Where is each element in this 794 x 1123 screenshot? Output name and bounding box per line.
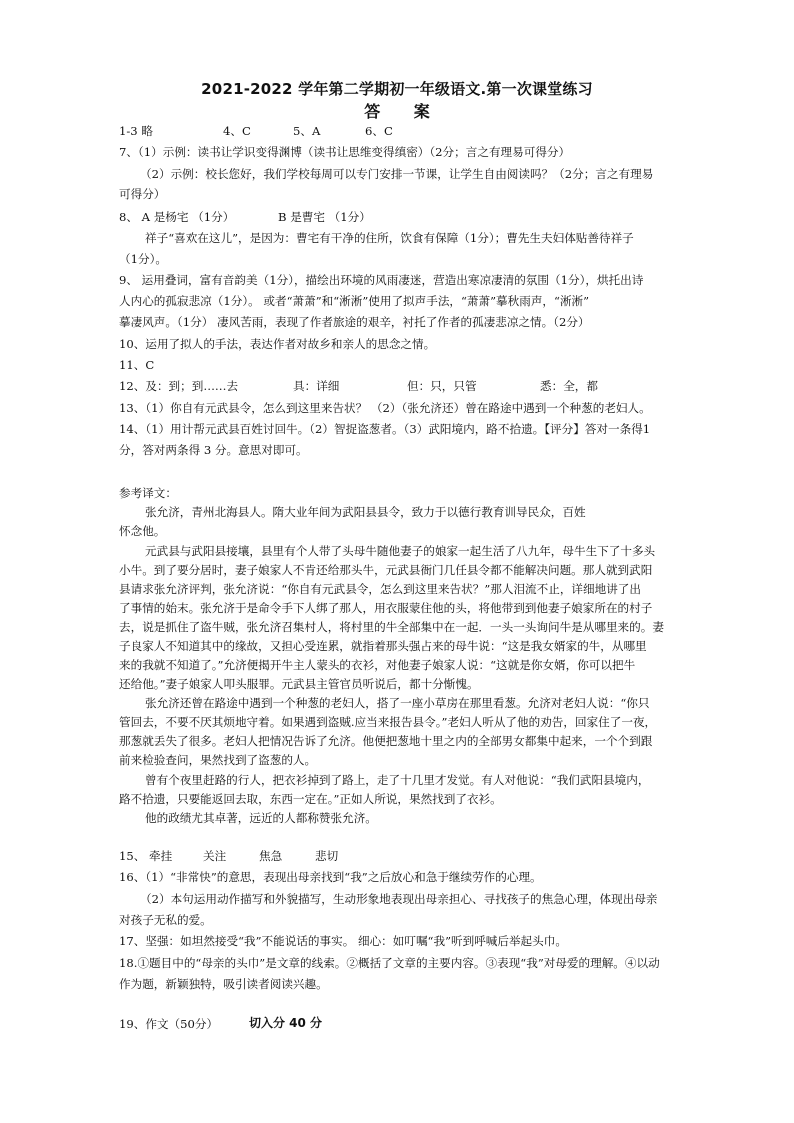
translation-line: 元武县与武阳县接壤，县里有个人带了头母牛随他妻子的娘家一起生活了八九年，母牛生下了十多头 bbox=[145, 544, 656, 558]
translation-line: 了事情的始末。张允济于是命令手下人绑了那人，用衣服蒙住他的头，将他带到到他妻子娘家所在的村子 bbox=[119, 601, 653, 615]
answer-line: 但：只，只管 bbox=[407, 379, 477, 393]
answer-line: 19、作文（50分） bbox=[119, 1017, 219, 1031]
translation-line: 县请求张允济评判，张允济说：“你自有元武县令，怎么到这里来告状？”那人泪流不止，详细地讲了出 bbox=[119, 582, 641, 596]
translation-line: 来的我就不知道了。”允济便揭开牛主人蒙头的衣衫，对他妻子娘家人说：“这就是你女婿，你可以把牛 bbox=[119, 658, 636, 672]
answer-line: 15、 牵挂 bbox=[119, 849, 173, 863]
translation-line: 那葱就丢失了很多。老妇人把情况告诉了允济。他便把葱地十里之内的全部男女都集中起来，一个个到跟 bbox=[119, 734, 653, 748]
translation-line: 张允济还曾在路途中遇到一个种葱的老妇人，搭了一座小草房在那里看葱。允济对老妇人说：“你只 bbox=[145, 696, 650, 710]
answer-line: 4、C bbox=[223, 124, 251, 138]
answer-line: 具：详细 bbox=[293, 379, 340, 393]
answer-line: 10、运用了拟人的手法，表达作者对故乡和亲人的思念之情。 bbox=[119, 337, 436, 351]
answer-line: 17、坚强：如坦然接受“我”不能说话的事实。 细心：如叮嘱“我”听到呼喊后举起头巾。 bbox=[119, 934, 567, 948]
answer-line: 人内心的孤寂悲凉（1分）。 或者“萧萧”和“淅淅”使用了拟声手法，“萧萧”摹秋雨声，“淅淅” bbox=[119, 294, 590, 308]
answer-line: 9、 运用叠词，富有音韵美（1分），描绘出环境的风雨凄迷，营造出寒凉凄清的氛围（1分），烘托出诗 bbox=[119, 273, 644, 287]
answer-line-bold: 切入分 40 分 bbox=[249, 1016, 323, 1030]
answer-line: （2）示例：校长您好，我们学校每周可以专门安排一节课，让学生自由阅读吗？（2分；言之有理易 bbox=[140, 167, 654, 181]
answer-line: 祥子“喜欢在这儿”，是因为：曹宅有干净的住所，饮食有保障（1分）；曹先生夫妇体贴善待祥子 bbox=[145, 231, 634, 245]
answer-line: 可得分） bbox=[119, 187, 166, 201]
translation-line: 管回去，不要不厌其烦地守着。如果遇到盗贼.应当来报告县令。”老妇人听从了他的劝告，回家住了一夜， bbox=[119, 715, 657, 729]
answer-line: （1分）。 bbox=[119, 252, 167, 266]
translation-line: 路不拾遗，只要能返回去取，东西一定在。”正如人所说，果然找到了衣衫。 bbox=[119, 792, 502, 806]
answer-line: （2）本句运用动作描写和外貌描写，生动形象地表现出母亲担心、寻找孩子的焦急心理，体现出母亲 bbox=[140, 892, 658, 906]
answer-line: 14、（1）用计帮元武县百姓讨回牛。（2）智捉盗葱者。（3）武阳境内，路不拾遗。【评分】答对一条得1 bbox=[119, 422, 651, 436]
answer-line: 分，答对两条得 3 分。意思对即可。 bbox=[119, 443, 308, 457]
answer-line: 11、C bbox=[119, 358, 155, 372]
translation-line: 子良家人不知道其中的缘故，又担心受连累，就指着那头强占来的母牛说：“这是我女婿家的牛，从哪里 bbox=[119, 639, 647, 653]
answer-line: 作为题，新颖独特，吸引读者阅读兴趣。 bbox=[119, 977, 328, 991]
answer-line: 关注 bbox=[203, 849, 227, 863]
translation-line: 曾有个夜里赶路的行人，把衣衫掉到了路上，走了十几里才发觉。有人对他说：“我们武阳县境内， bbox=[145, 773, 650, 787]
answer-line: 13、（1）你自有元武县令，怎么到这里来告状？ （2）（张允济还）曾在路途中遇到一个种葱的老妇人。 bbox=[119, 401, 651, 415]
translation-line: 张允济，青州北海县人。隋大业年间为武阳县县令，致力于以德行教育训导民众，百姓 bbox=[145, 505, 586, 519]
page-subtitle: 答 案 bbox=[364, 102, 444, 121]
answer-line: 悲切 bbox=[315, 849, 339, 863]
translation-line: 去，说是抓住了盗牛贼，张允济召集村人，将村里的牛全部集中在一起．一头一头询问牛是从哪里来的。妻 bbox=[119, 620, 664, 634]
answer-line: 8、 A 是杨宅 （1分） bbox=[119, 210, 235, 224]
answer-line: 摹凄风声。（1分） 凄风苦雨，表现了作者旅途的艰辛，衬托了作者的孤凄悲凉之情。（2分） bbox=[119, 315, 590, 329]
answer-line: 6、C bbox=[365, 124, 393, 138]
answer-line: B 是曹宅 （1分） bbox=[278, 210, 371, 224]
answer-line: 18.①题目中的“母亲的头巾”是文章的线索。②概括了文章的主要内容。③表现“我”对母爱的理解。④以动 bbox=[119, 956, 660, 970]
answer-line: 7、（1）示例：读书让学识变得渊博（读书让思维变得缜密）（2分；言之有理易可得分） bbox=[119, 145, 571, 159]
translation-heading: 参考译文： bbox=[119, 486, 177, 500]
translation-line: 前来检验查问，果然找到了盗葱的人。 bbox=[119, 753, 317, 767]
answer-line: 5、A bbox=[293, 124, 321, 138]
answer-line: 16、（1）“非常快”的意思，表现出母亲找到“我”之后放心和急于继续劳作的心理。 bbox=[119, 870, 542, 884]
answer-line: 12、及：到；到……去 bbox=[119, 379, 239, 393]
translation-line: 还给他。”妻子娘家人叩头服罪。元武县主管官员听说后，都十分惭愧。 bbox=[119, 677, 479, 691]
answer-line: 1-3 略 bbox=[119, 124, 153, 138]
translation-line: 怀念他。 bbox=[119, 524, 166, 538]
answer-line: 对孩子无私的爱。 bbox=[119, 913, 212, 927]
translation-line: 他的政绩尤其卓著，远近的人都称赞张允济。 bbox=[145, 811, 377, 825]
page-title: 2021-2022 学年第二学期初一年级语文.第一次课堂练习 bbox=[201, 80, 593, 98]
answer-line: 悉：全，都 bbox=[540, 379, 598, 393]
translation-line: 小牛。到了要分居时，妻子娘家人不肯还给那头牛，元武县衙门几任县令都不能解决问题。那人就到武阳 bbox=[119, 563, 653, 577]
answer-line: 焦急 bbox=[259, 849, 283, 863]
